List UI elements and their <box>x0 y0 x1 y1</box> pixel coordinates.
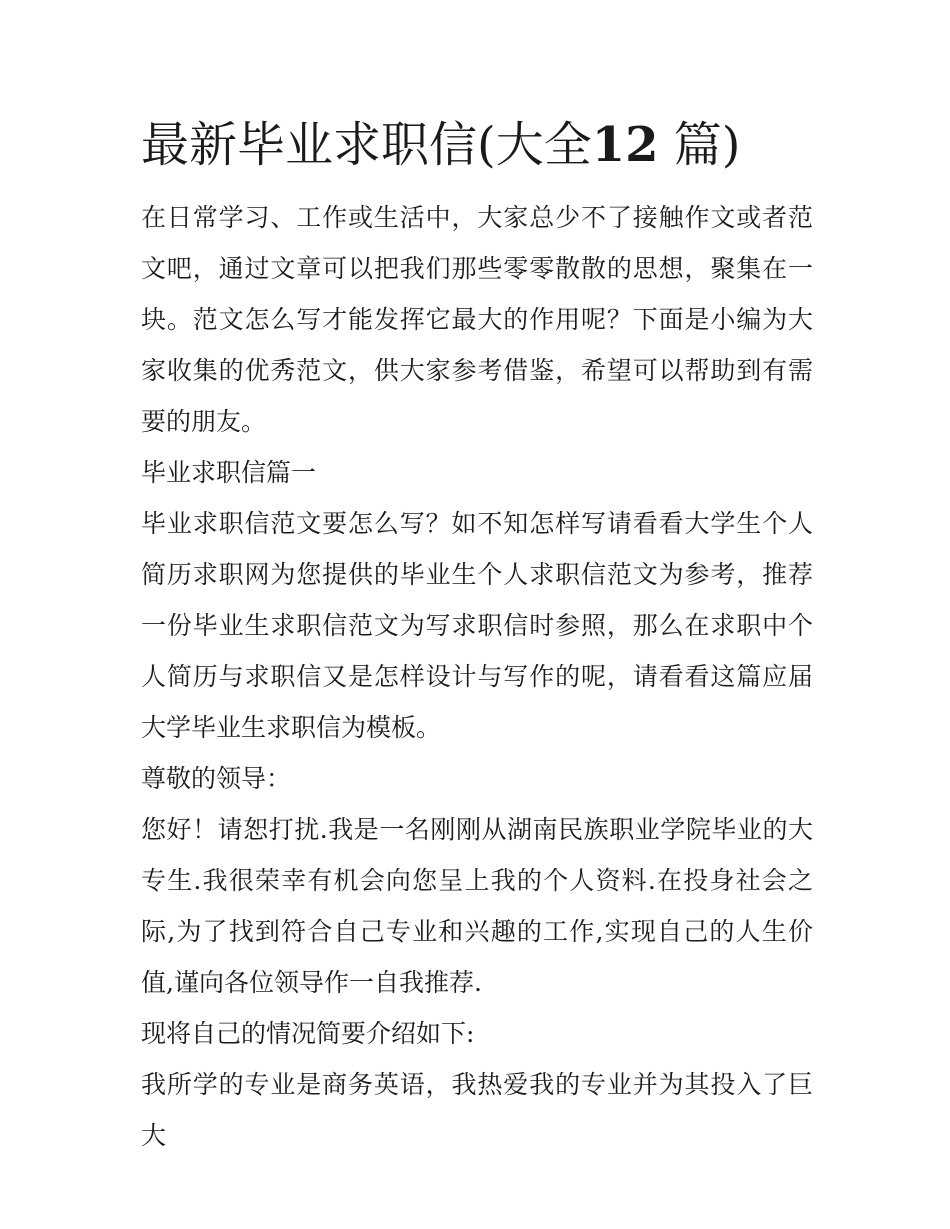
section-heading: 毕业求职信篇一 <box>141 458 317 487</box>
document-page <box>141 112 813 1161</box>
body-paragraph: 您好！请恕打扰.我是一名刚刚从湖南民族职业学院毕业的大专生.我很荣幸有机会向您呈上我的个人资料.在投身社会之际,为了找到符合自己专业和兴趣的工作,实现自己的人生价值,谨向各位领导作一自我推荐. <box>141 815 813 997</box>
title-number: 12 <box>591 117 659 173</box>
title-end: 篇) <box>673 117 741 173</box>
title-main: 最新毕业求职信(大全 <box>141 117 592 173</box>
body-paragraph: 我所学的专业是商务英语，我热爱我的专业并为其投入了巨大 <box>141 1070 813 1150</box>
salutation: 尊敬的领导： <box>141 764 292 793</box>
intro-paragraph: 在日常学习、工作或生活中，大家总少不了接触作文或者范文吧，通过文章可以把我们那些零零散散的思想，聚集在一块。范文怎么写才能发挥它最大的作用呢？下面是小编为大家收集的优秀范文，供大家参考借鉴，希望可以帮助到有需要的朋友。 <box>141 203 813 436</box>
document-title <box>141 112 813 178</box>
body-paragraph: 现将自己的情况简要介绍如下: <box>141 1019 475 1048</box>
body-paragraph: 毕业求职信范文要怎么写？如不知怎样写请看看大学生个人简历求职网为您提供的毕业生个人求职信范文为参考，推荐一份毕业生求职信范文为写求职信时参照，那么在求职中个人简历与求职信又是怎样设计与写作的呢，请看看这篇应届大学毕业生求职信为模板。 <box>141 509 813 742</box>
